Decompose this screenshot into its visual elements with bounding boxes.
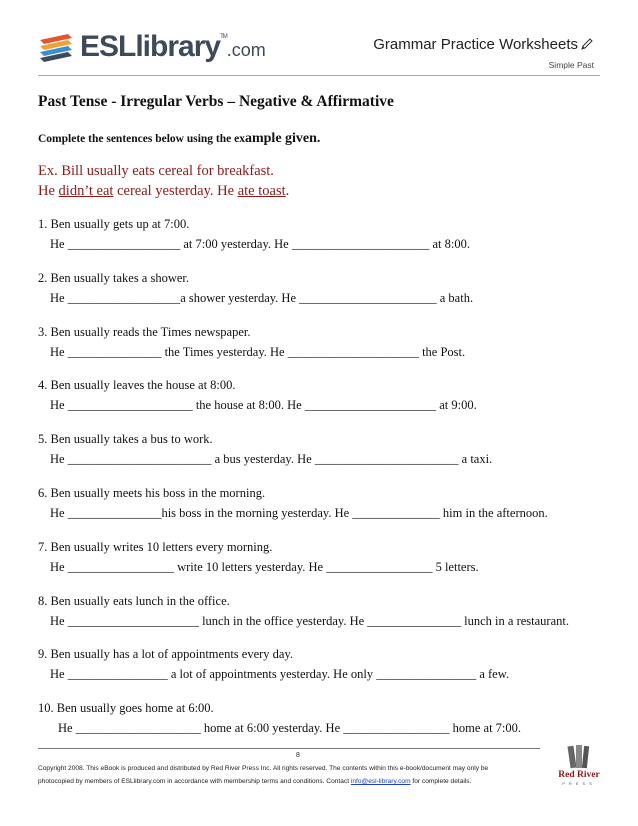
books-logo-icon (38, 32, 74, 66)
example-negative: didn’t eat (58, 183, 114, 199)
example-block (38, 161, 289, 201)
exercise-prompt: 3. Ben usually reads the Times newspaper. (38, 324, 251, 339)
page-number: 8 (296, 752, 300, 759)
example-line-2: He didn’t eat cereal yesterday. He ate toast. (38, 183, 290, 199)
exercise-answer-line[interactable]: He __________________ at 7:00 yesterday. He ______________________ at 8:00. (50, 237, 470, 251)
instructions: Complete the sentences below using the example given. (38, 131, 321, 146)
page-title: Past Tense - Irregular Verbs – Negative & Affirmative (38, 93, 394, 110)
exercise-list (38, 214, 608, 752)
exercise-item-3 (38, 322, 608, 376)
exercise-item-1 (38, 214, 608, 268)
exercise-item-6 (38, 483, 608, 537)
exercise-answer-line[interactable]: He _______________ the Times yesterday. He _____________________ the Post. (50, 344, 466, 359)
worksheet-subtitle: Simple Past (548, 60, 594, 70)
page-header (0, 0, 638, 80)
red-river-logo: Red River (558, 770, 600, 780)
copyright-notice: Copyright 2008. This eBook is produced and distributed by Red River Press Inc. All rights reserved. The contents within this e-book/document may only be photocopied by members of ESLlibrary.com in accordance with membership terms and conditions. Contact info@esl-library.com for complete details. (38, 765, 489, 785)
exercise-item-5 (38, 429, 608, 483)
header-divider (38, 75, 600, 76)
footer-divider (38, 748, 540, 749)
example-line-1: Ex. Bill usually eats cereal for breakfast. (38, 163, 274, 179)
exercise-item-4 (38, 375, 608, 429)
exercise-prompt: 8. Ben usually eats lunch in the office. (38, 593, 230, 608)
exercise-answer-line[interactable]: He ________________ a lot of appointments yesterday. He only ________________ a few. (50, 667, 510, 682)
exercise-prompt: 9. Ben usually has a lot of appointments every day. (38, 647, 294, 662)
series-title: Grammar Practice Worksheets (373, 36, 594, 53)
exercise-prompt: 4. Ben usually leaves the house at 8:00. (38, 378, 236, 393)
exercise-item-8 (38, 591, 608, 645)
exercise-prompt: 1. Ben usually gets up at 7:00. (38, 217, 190, 231)
exercise-item-9 (38, 644, 608, 698)
exercise-item-7 (38, 537, 608, 591)
exercise-answer-line[interactable]: He _____________________ lunch in the office yesterday. He _______________ lunch in a restaurant. (50, 613, 569, 628)
exercise-prompt: 7. Ben usually writes 10 letters every morning. (38, 539, 273, 554)
exercise-answer-line[interactable]: He __________________a shower yesterday. He ______________________ a bath. (50, 290, 474, 305)
exercise-prompt: 6. Ben usually meets his boss in the morning. (38, 485, 266, 500)
esl-library-logo (38, 30, 266, 70)
exercise-answer-line[interactable]: He _______________________ a bus yesterday. He _______________________ a taxi. (50, 452, 493, 467)
pencil-icon (580, 37, 594, 51)
exercise-item-2 (38, 268, 608, 322)
exercise-prompt: 2. Ben usually takes a shower. (38, 270, 190, 285)
contact-email-link[interactable]: info@esl-library.com (350, 778, 411, 785)
exercise-item-10 (38, 698, 608, 752)
example-affirmative: ate toast (237, 183, 286, 199)
exercise-answer-line[interactable]: He _______________his boss in the morning yesterday. He ______________ him in the afternoon. (50, 505, 548, 520)
exercise-answer-line[interactable]: He _________________ write 10 letters yesterday. He _________________ 5 letters. (50, 559, 479, 574)
logo-wordmark: ESLlibrary™.com (80, 30, 266, 63)
red-river-press: PRESS (562, 781, 596, 786)
exercise-answer-line[interactable]: He ____________________ home at 6:00 yesterday. He _________________ home at 7:00. (58, 721, 522, 736)
exercise-prompt: 10. Ben usually goes home at 6:00. (38, 701, 214, 716)
exercise-answer-line[interactable]: He ____________________ the house at 8:00. He _____________________ at 9:00. (50, 398, 477, 413)
exercise-prompt: 5. Ben usually takes a bus to work. (38, 432, 213, 447)
